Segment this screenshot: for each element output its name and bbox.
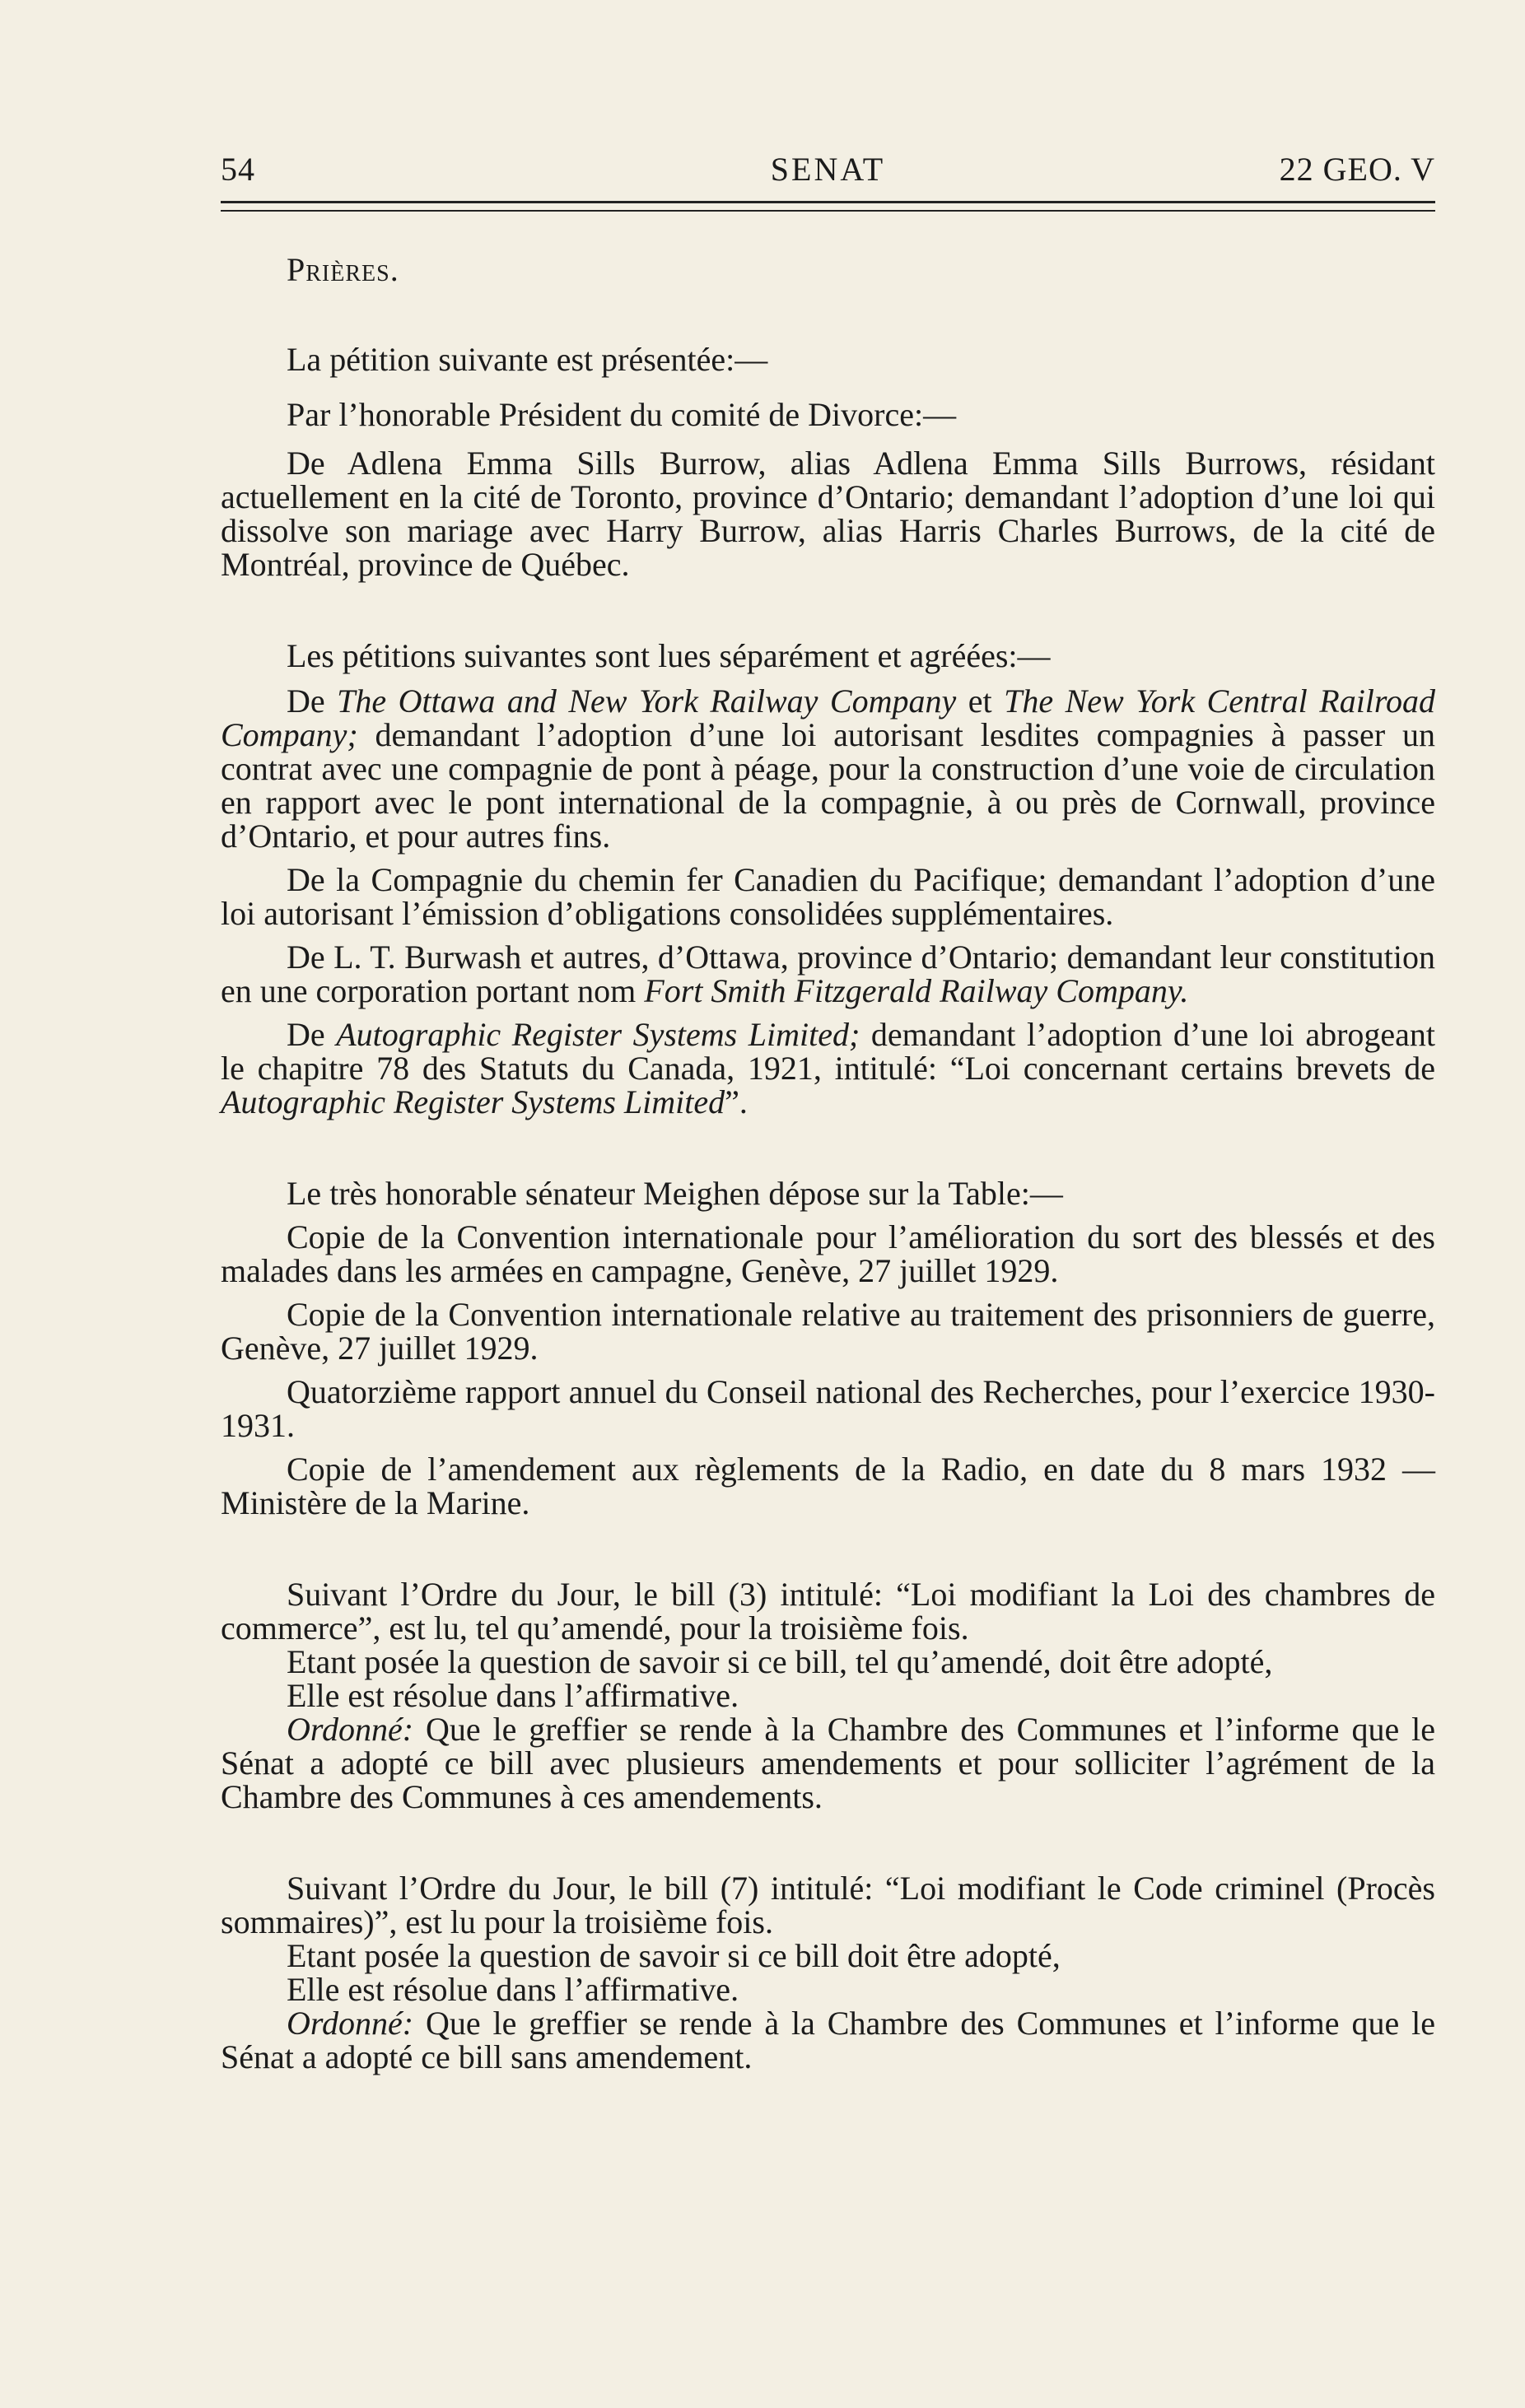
petitions-read-intro: Les pétitions suivantes sont lues séparément et agréées:— <box>287 637 1051 674</box>
petition-autographic: De Autographic Register Systems Limited; demandant l’adoption d’une loi abrogeant le chapitre 78 des Statuts du Canada, 1921, intitulé: “Loi concernant certains brevets de Autographic Register Systems Limited”. <box>221 1016 1436 1120</box>
company-name: The New York Central Railroad Company; <box>221 682 1436 753</box>
running-header <box>221 150 1435 196</box>
header-title: SENAT <box>770 151 886 188</box>
company-name: Autographic Register Systems Limited <box>221 1083 725 1120</box>
ordered-label: Ordonné: <box>287 2005 414 2042</box>
tabled-doc-2: Copie de la Convention internationale relative au traitement des prisonniers de guerre, Genève, 27 juillet 1929. <box>221 1296 1435 1367</box>
page-number: 54 <box>221 151 255 188</box>
petition-cp-railway: De la Compagnie du chemin fer Canadien du Pacifique; demandant l’adoption d’une loi autorisant l’émission d’obligations consolidées supplémentaires. <box>221 861 1435 932</box>
tabled-doc-1: Copie de la Convention internationale pour l’amélioration du sort des blessés et des malades dans les armées en campagne, Genève, 27 juillet 1929. <box>221 1218 1435 1289</box>
petition-ottawa-new-york: De The Ottawa and New York Railway Company et The New York Central Railroad Company; demandant l’adoption d’une loi autorisant lesdites compagnies à passer un contrat avec une compagnie de pont à péage, pour la construction d’une voie de circulation en rapport avec le pont international de la compagnie, à ou près de Cornwall, province d’Ontario, et pour autres fins. <box>221 682 1436 855</box>
bill-7-reading: Suivant l’Ordre du Jour, le bill (7) intitulé: “Loi modifiant le Code criminel (Procès sommaires)”, est lu pour la troisième fois. <box>221 1870 1435 1940</box>
header-rule-bottom <box>221 210 1435 212</box>
bill-3-question: Etant posée la question de savoir si ce bill, tel qu’amendé, doit être adopté, <box>287 1643 1273 1680</box>
petition-presented-by: Par l’honorable Président du comité de Divorce:— <box>287 396 957 433</box>
header-reign: 22 GEO. V <box>1279 151 1435 188</box>
company-name: Autographic Register Systems Limited; <box>336 1016 860 1053</box>
company-name: Fort Smith Fitzgerald Railway Company. <box>644 972 1189 1009</box>
petition-burwash: De L. T. Burwash et autres, d’Ottawa, province d’Ontario; demandant leur constitution en une corporation portant nom Fort Smith Fitzgerald Railway Company. <box>221 939 1435 1009</box>
header-rule-top <box>221 201 1435 203</box>
tabled-intro: Le très honorable sénateur Meighen dépose sur la Table:— <box>287 1175 1063 1212</box>
petition-presented-intro: La pétition suivante est présentée:— <box>287 341 768 378</box>
petition-burrow: De Adlena Emma Sills Burrow, alias Adlena Emma Sills Burrows, résidant actuellement en la cité de Toronto, province d’Ontario; demandant l’adoption d’une loi qui dissolve son mariage avec Harry Burrow, alias Harris Charles Burrows, de la cité de Montréal, province de Québec. <box>221 445 1435 583</box>
bill-3-order: Ordonné: Que le greffier se rende à la Chambre des Communes et l’informe que le Sénat a adopté ce bill avec plusieurs amendements et pour solliciter l’agrément de la Chambre des Communes à ces amendements. <box>221 1711 1435 1815</box>
bill-7-order: Ordonné: Que le greffier se rende à la Chambre des Communes et l’informe que le Sénat a adopté ce bill sans amendement. <box>221 2005 1435 2075</box>
bill-7-question: Etant posée la question de savoir si ce bill doit être adopté, <box>287 1937 1061 1974</box>
prayers-heading: Prières. <box>287 251 399 288</box>
ordered-label: Ordonné: <box>287 1711 414 1748</box>
tabled-doc-3: Quatorzième rapport annuel du Conseil national des Recherches, pour l’exercice 1930-1931. <box>221 1373 1435 1444</box>
bill-3-resolved: Elle est résolue dans l’affirmative. <box>287 1677 739 1714</box>
page-body <box>221 235 1435 2074</box>
bill-7-resolved: Elle est résolue dans l’affirmative. <box>287 1971 739 2008</box>
bill-3-reading: Suivant l’Ordre du Jour, le bill (3) intitulé: “Loi modifiant la Loi des chambres de commerce”, est lu, tel qu’amendé, pour la troisième fois. <box>221 1576 1435 1646</box>
tabled-doc-4: Copie de l’amendement aux règlements de la Radio, en date du 8 mars 1932 —Ministère de la Marine. <box>221 1451 1435 1521</box>
company-name: The Ottawa and New York Railway Company <box>337 682 957 720</box>
